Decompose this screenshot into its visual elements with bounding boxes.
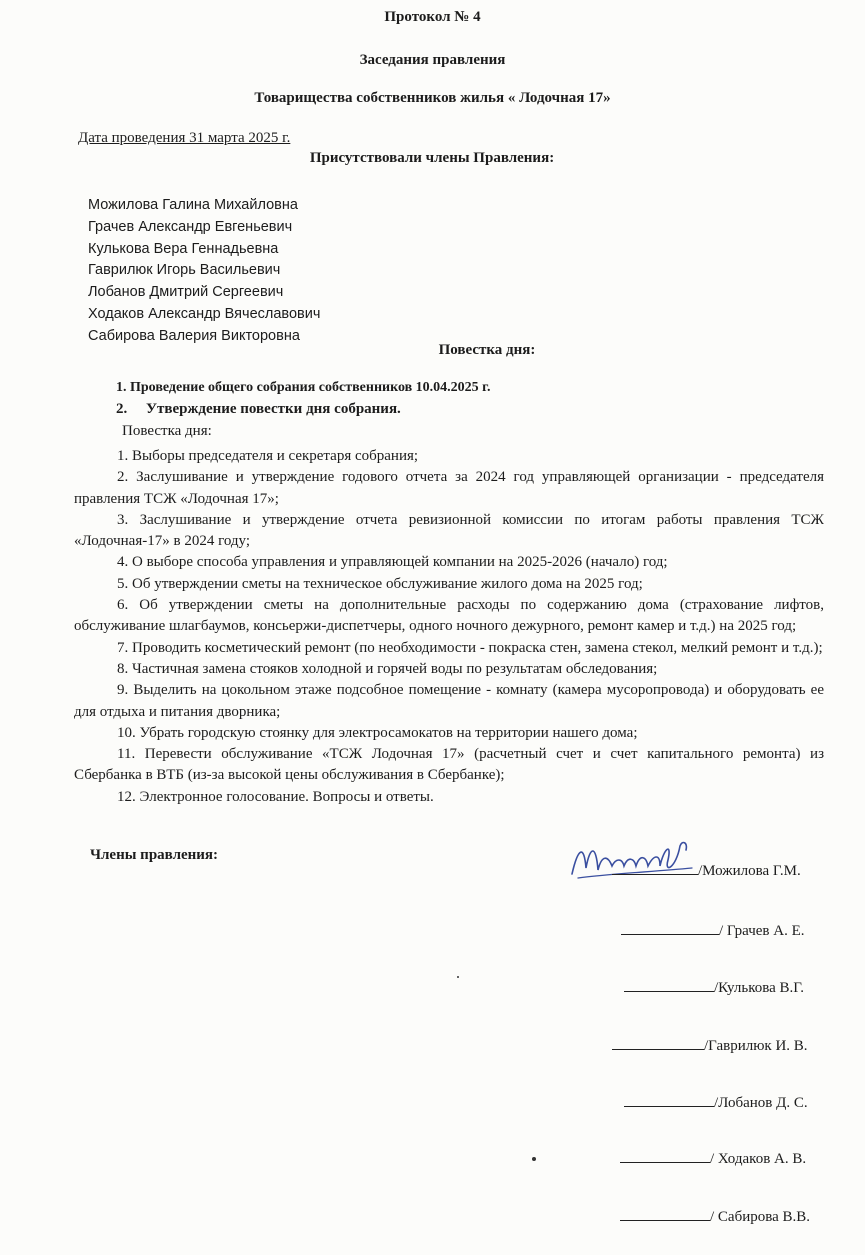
agenda-sub-heading: Повестка дня: xyxy=(122,423,212,439)
agenda-heading: Повестка дня: xyxy=(438,342,536,358)
signature-underline xyxy=(624,1094,714,1107)
signature-line xyxy=(612,862,801,880)
board-members-label: Члены правления: xyxy=(90,847,219,863)
signatory-name: /Лобанов Д. С. xyxy=(714,1095,808,1111)
ink-speck xyxy=(457,976,459,978)
signatory-name: / Сабирова В.В. xyxy=(710,1209,811,1225)
agenda-list-item: 11. Перевести обслуживание «ТСЖ Лодочная 17» (расчетный счет и счет капитального ремонта) из Сбербанка в ВТБ (из-за высокой цены обслуживания в Сбербанке); xyxy=(74,746,824,784)
signature-line xyxy=(612,1037,808,1055)
agenda-list-item: 4. О выборе способа управления и управляющей компании на 2025-2026 (начало) год; xyxy=(117,554,668,571)
agenda-item-2-number: 2. xyxy=(116,401,128,417)
signatory-name: / Ходаков А. В. xyxy=(710,1151,807,1167)
agenda-list-item: 8. Частичная замена стояков холодной и горячей воды по результатам обследования; xyxy=(117,660,658,677)
signature-underline xyxy=(612,1037,704,1050)
agenda-list-item: 7. Проводить косметический ремонт (по необходимости - покраска стен, замена стекол, мелкий ремонт и т.д.); xyxy=(117,639,823,656)
signature-underline xyxy=(620,1150,710,1163)
signature-line xyxy=(624,1094,808,1112)
agenda-list-item: 2. Заслушивание и утверждение годового отчета за 2024 год управляющей организации - председателя правления ТСЖ «Лодочная 17»; xyxy=(74,469,824,507)
signature-underline xyxy=(624,979,714,992)
agenda-list-item: 12. Электронное голосование. Вопросы и ответы. xyxy=(117,788,434,805)
agenda-item-1: 1. Проведение общего собрания собственников 10.04.2025 г. xyxy=(116,380,491,395)
signatory-name: /Кулькова В.Г. xyxy=(714,980,805,996)
signature-line xyxy=(620,1208,810,1226)
agenda-list-item: 5. Об утверждении сметы на техническое обслуживание жилого дома на 2025 год; xyxy=(117,575,643,592)
agenda-item-2 xyxy=(116,401,401,418)
ink-speck xyxy=(532,1157,536,1161)
member-name: Лобанов Дмитрий Сергеевич xyxy=(88,284,284,301)
signature-underline xyxy=(620,1208,710,1221)
present-heading: Присутствовали члены Правления: xyxy=(309,150,555,166)
agenda-items-list xyxy=(74,446,824,808)
meeting-date: Дата проведения 31 марта 2025 г. xyxy=(78,130,291,146)
document-title: Протокол № 4 xyxy=(384,9,481,25)
agenda-list-item: 9. Выделить на цокольном этаже подсобное помещение - комнату (камера мусоропровода) и оборудовать ее для отдыха и питания дворника; xyxy=(74,682,824,720)
agenda-list-item: 3. Заслушивание и утверждение отчета ревизионной комиссии по итогам работы правления ТСЖ «Лодочная-17» в 2024 году; xyxy=(74,511,824,550)
member-name: Ходаков Александр Вячеславович xyxy=(88,305,321,322)
signatory-name: /Гаврилюк И. В. xyxy=(704,1038,808,1054)
member-name: Сабирова Валерия Викторовна xyxy=(88,327,300,344)
signature-underline xyxy=(621,922,719,935)
organization-name: Товарищества собственников жилья « Лодочная 17» xyxy=(254,90,611,106)
member-name: Грачев Александр Евгеньевич xyxy=(88,218,293,235)
agenda-list-item: 6. Об утверждении сметы на дополнительные расходы по содержанию дома (страхование лифтов, обслуживание шлагбаумов, консьержи-диспетчеры, одного ночного дежурного, ремонт камер и т.д.) на 2025 год; xyxy=(74,597,824,635)
agenda-item-2-text: Утверждение повестки дня собрания. xyxy=(146,401,401,417)
signature-line xyxy=(621,922,804,940)
member-name: Гаврилюк Игорь Васильевич xyxy=(88,262,281,279)
document-subtitle: Заседания правления xyxy=(359,52,506,68)
agenda-list-item: 1. Выборы председателя и секретаря собрания; xyxy=(117,448,419,464)
member-name: Кулькова Вера Геннадьевна xyxy=(88,240,279,257)
members-list xyxy=(88,195,320,348)
signature-line xyxy=(620,1150,806,1168)
signature-line xyxy=(624,979,804,997)
signature-underline xyxy=(612,862,698,875)
signatory-name: / Грачев А. Е. xyxy=(719,923,805,939)
member-name: Можилова Галина Михайловна xyxy=(88,197,298,213)
agenda-list-item: 10. Убрать городскую стоянку для электросамокатов на территории нашего дома; xyxy=(117,724,638,741)
signatory-name: /Можилова Г.М. xyxy=(698,863,801,879)
